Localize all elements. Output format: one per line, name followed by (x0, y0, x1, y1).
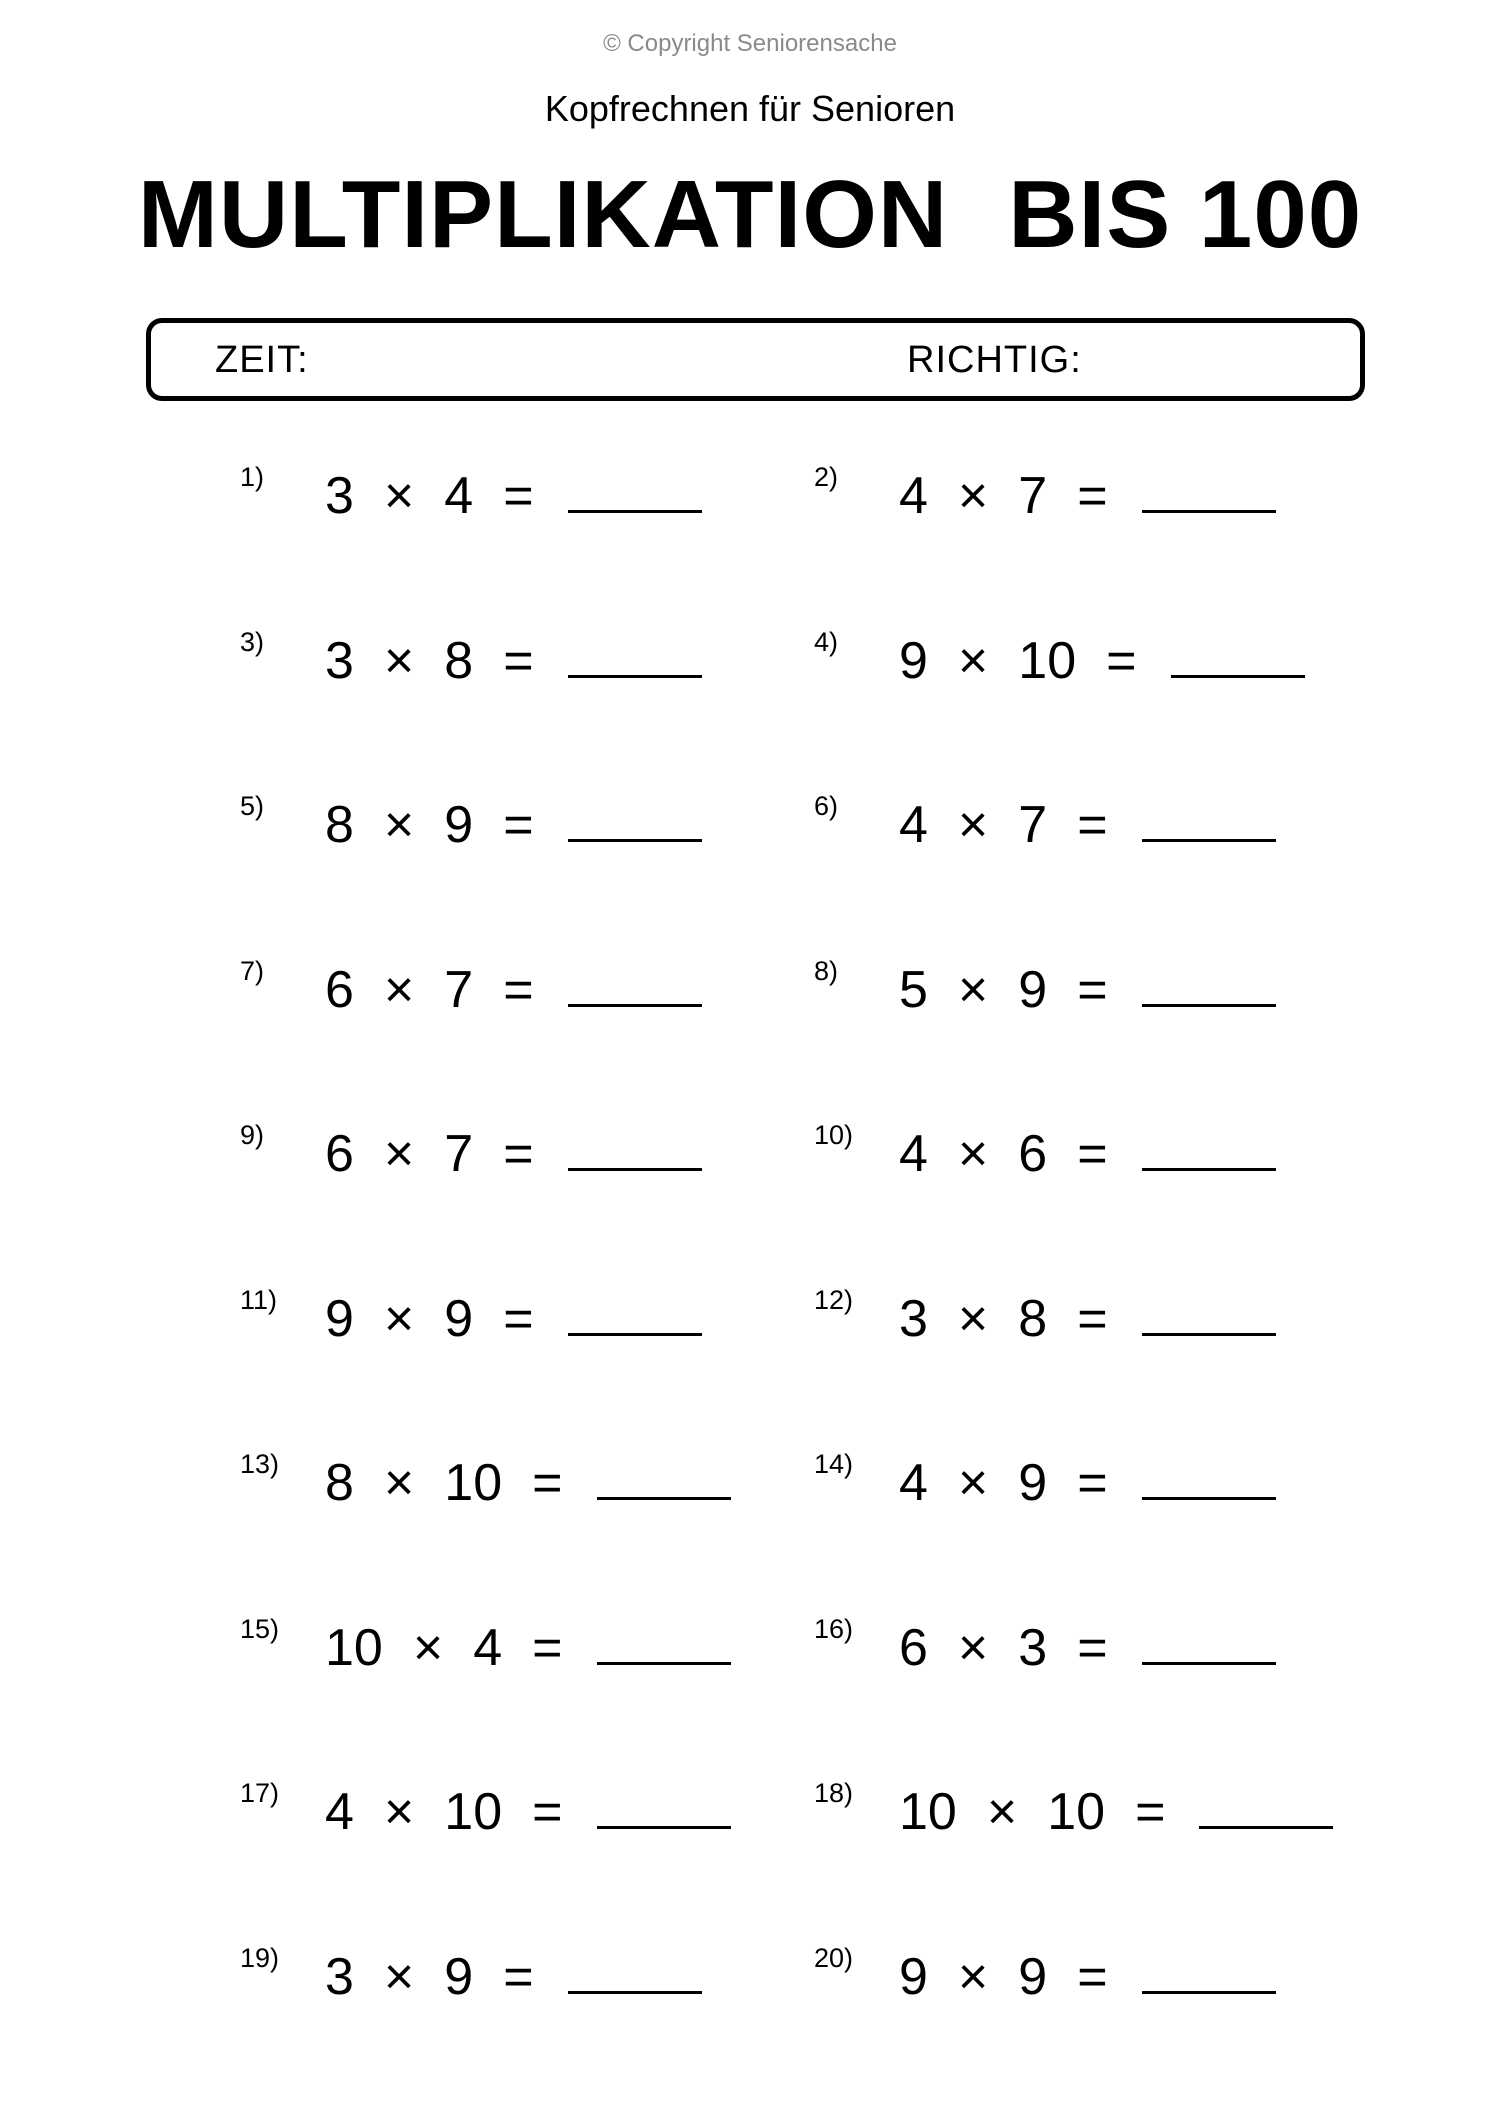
title-part-2: BIS 100 (1008, 161, 1363, 268)
times-sign: × (383, 1454, 415, 1512)
answer-blank[interactable] (1171, 635, 1305, 678)
problem-number: 11) (240, 1284, 278, 1315)
operand-b: 9 (444, 1289, 474, 1348)
correct-label: RICHTIG: (907, 339, 1082, 381)
answer-blank[interactable] (597, 1622, 731, 1665)
times-sign: × (957, 1454, 989, 1512)
operand-b: 10 (444, 1783, 503, 1841)
problem-number: 16) (814, 1613, 854, 1644)
problem-expression (899, 1453, 1306, 1513)
problem-number: 13) (240, 1449, 280, 1479)
problem-number: 19) (240, 1942, 280, 1973)
equals-sign: = (1077, 1947, 1108, 2006)
times-sign: × (383, 1289, 415, 1348)
copyright-notice: © Copyright Seniorensache (603, 30, 897, 57)
problem-expression (325, 1618, 761, 1678)
equals-sign: = (503, 1125, 534, 1183)
equals-sign: = (532, 1783, 563, 1841)
problem-expression (899, 1289, 1306, 1349)
times-sign: × (957, 631, 989, 690)
times-sign: × (957, 1125, 989, 1183)
operand-b: 8 (444, 631, 474, 690)
times-sign: × (957, 1618, 989, 1677)
operand-b: 7 (1018, 796, 1048, 854)
score-box (146, 318, 1365, 401)
problem-expression (899, 1618, 1306, 1678)
equals-sign: = (503, 1947, 534, 2006)
title-part-1: MULTIPLIKATION (137, 161, 949, 268)
problem-expression (325, 1947, 732, 2007)
operand-a: 5 (899, 960, 928, 1019)
operand-b: 10 (444, 1454, 503, 1512)
operand-a: 6 (325, 1125, 354, 1183)
problem-expression (325, 960, 732, 1020)
times-sign: × (383, 1125, 415, 1183)
equals-sign: = (1135, 1783, 1166, 1841)
operand-a: 3 (325, 631, 354, 690)
problem-number: 1) (240, 462, 265, 492)
operand-a: 6 (325, 960, 354, 1019)
operand-a: 4 (899, 1454, 928, 1512)
answer-blank[interactable] (1142, 1293, 1276, 1336)
problem-number: 6) (814, 791, 839, 821)
problem-expression (899, 1947, 1306, 2007)
problem-expression (899, 466, 1306, 526)
problem-expression (325, 1289, 732, 1349)
operand-a: 4 (899, 1125, 928, 1183)
operand-a: 4 (899, 796, 928, 854)
operand-a: 10 (325, 1618, 383, 1677)
answer-blank[interactable] (1142, 470, 1276, 513)
operand-b: 3 (1018, 1618, 1048, 1677)
equals-sign: = (503, 796, 534, 854)
equals-sign: = (1077, 1125, 1108, 1183)
problem-number: 10) (814, 1120, 854, 1150)
operand-b: 9 (1018, 960, 1048, 1019)
answer-blank[interactable] (597, 1457, 731, 1500)
answer-blank[interactable] (1142, 1951, 1276, 1994)
operand-a: 10 (899, 1783, 957, 1841)
problem-expression (325, 1782, 761, 1842)
page-title (0, 160, 1500, 270)
problem-number: 18) (814, 1778, 854, 1808)
answer-blank[interactable] (1142, 1457, 1276, 1500)
problem-number: 5) (240, 791, 265, 821)
answer-blank[interactable] (1199, 1786, 1333, 1829)
times-sign: × (383, 796, 415, 854)
answer-blank[interactable] (568, 1128, 702, 1171)
answer-blank[interactable] (597, 1786, 731, 1829)
problem-expression (325, 1453, 761, 1513)
operand-a: 9 (899, 1947, 928, 2006)
operand-a: 8 (325, 796, 354, 854)
equals-sign: = (503, 467, 534, 525)
operand-b: 4 (444, 467, 474, 525)
problem-number: 20) (814, 1942, 854, 1973)
operand-b: 10 (1047, 1783, 1106, 1841)
answer-blank[interactable] (568, 1951, 702, 1994)
problem-expression (325, 631, 732, 691)
equals-sign: = (1077, 467, 1108, 525)
problem-expression (325, 795, 732, 855)
operand-b: 9 (1018, 1947, 1048, 2006)
times-sign: × (957, 796, 989, 854)
problem-expression (899, 795, 1306, 855)
answer-blank[interactable] (1142, 1128, 1276, 1171)
equals-sign: = (1077, 1454, 1108, 1512)
equals-sign: = (503, 960, 534, 1019)
problem-number: 12) (814, 1284, 854, 1315)
operand-b: 7 (1018, 467, 1048, 525)
equals-sign: = (532, 1454, 563, 1512)
problem-number: 7) (240, 955, 265, 986)
equals-sign: = (1077, 960, 1108, 1019)
answer-blank[interactable] (568, 470, 702, 513)
problem-number: 15) (240, 1613, 280, 1644)
times-sign: × (383, 631, 415, 690)
times-sign: × (957, 467, 989, 525)
answer-blank[interactable] (568, 1293, 702, 1336)
operand-b: 9 (444, 796, 474, 854)
operand-b: 9 (1018, 1454, 1048, 1512)
times-sign: × (383, 1783, 415, 1841)
operand-b: 4 (473, 1618, 503, 1677)
times-sign: × (957, 960, 989, 1019)
operand-b: 7 (444, 1125, 474, 1183)
subtitle: Kopfrechnen für Senioren (544, 88, 956, 129)
problem-number: 2) (814, 462, 839, 492)
times-sign: × (412, 1618, 444, 1677)
problem-number: 17) (240, 1778, 280, 1808)
problem-expression (325, 466, 732, 526)
problem-expression (899, 1782, 1363, 1842)
operand-b: 6 (1018, 1125, 1048, 1183)
times-sign: × (957, 1289, 989, 1348)
times-sign: × (986, 1783, 1018, 1841)
equals-sign: = (532, 1618, 563, 1677)
equals-sign: = (1077, 1618, 1108, 1677)
answer-blank[interactable] (1142, 964, 1276, 1007)
time-label: ZEIT: (215, 339, 309, 381)
problem-expression (899, 960, 1306, 1020)
operand-a: 3 (325, 1947, 354, 2006)
problem-expression (899, 631, 1335, 691)
operand-b: 9 (444, 1947, 474, 2006)
operand-b: 10 (1018, 631, 1077, 690)
answer-blank[interactable] (568, 964, 702, 1007)
problem-number: 4) (814, 626, 839, 657)
operand-a: 9 (325, 1289, 354, 1348)
times-sign: × (957, 1947, 989, 2006)
operand-a: 3 (325, 467, 354, 525)
operand-a: 4 (325, 1783, 354, 1841)
equals-sign: = (503, 631, 534, 690)
problem-number: 3) (240, 626, 265, 657)
times-sign: × (383, 467, 415, 525)
problem-expression (899, 1124, 1306, 1184)
operand-b: 7 (444, 960, 474, 1019)
problem-expression (325, 1124, 732, 1184)
operand-a: 3 (899, 1289, 928, 1348)
problem-number: 14) (814, 1449, 854, 1479)
times-sign: × (383, 1947, 415, 2006)
operand-a: 6 (899, 1618, 928, 1677)
operand-b: 8 (1018, 1289, 1048, 1348)
equals-sign: = (1077, 1289, 1108, 1348)
answer-blank[interactable] (1142, 1622, 1276, 1665)
answer-blank[interactable] (568, 635, 702, 678)
equals-sign: = (503, 1289, 534, 1348)
operand-a: 8 (325, 1454, 354, 1512)
answer-blank[interactable] (1142, 799, 1276, 842)
equals-sign: = (1106, 631, 1137, 690)
operand-a: 4 (899, 467, 928, 525)
answer-blank[interactable] (568, 799, 702, 842)
times-sign: × (383, 960, 415, 1019)
equals-sign: = (1077, 796, 1108, 854)
operand-a: 9 (899, 631, 928, 690)
problem-number: 9) (240, 1120, 265, 1150)
problem-number: 8) (814, 955, 839, 986)
